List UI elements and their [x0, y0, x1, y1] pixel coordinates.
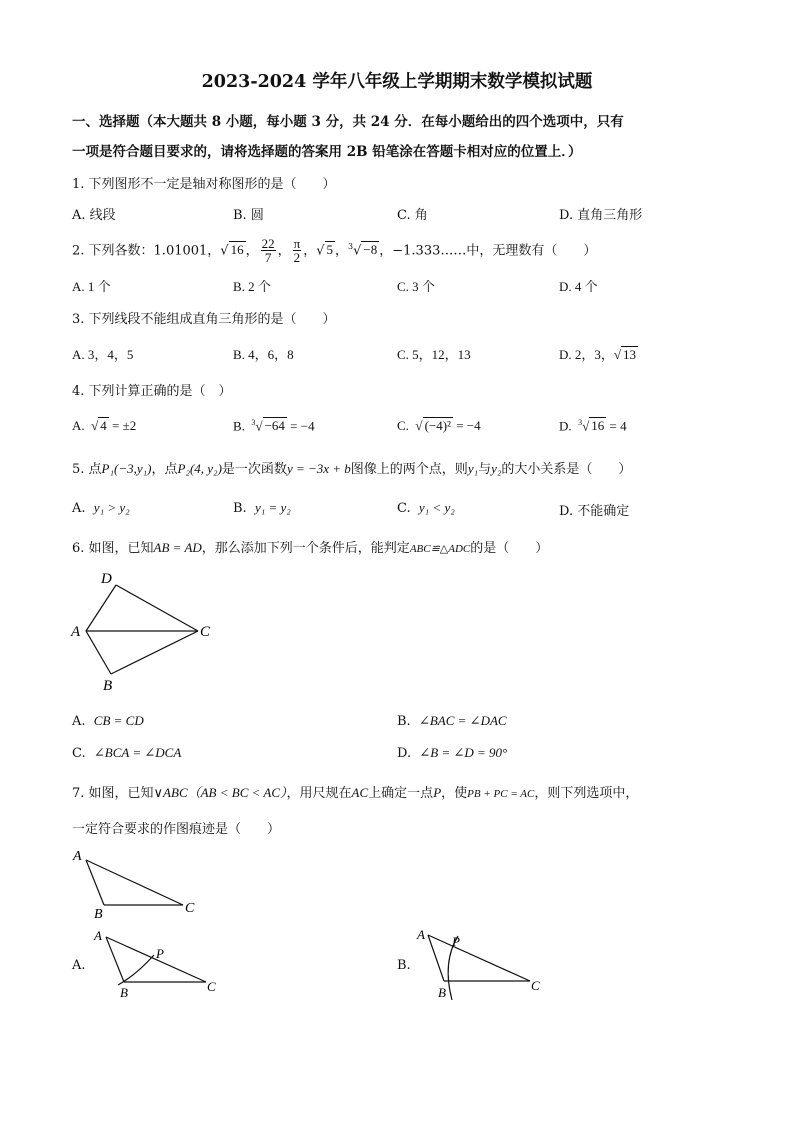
q7-expr-ac: AC [351, 785, 369, 800]
q6-option-a [72, 713, 144, 729]
q5-option-c-label: C. [397, 501, 411, 516]
q7-expr-p: P [433, 785, 442, 800]
q6-option-b-label: B. [397, 714, 411, 729]
q5-function: y = −3x + b [286, 461, 351, 476]
q1-option-b: B. 圆 [233, 208, 264, 223]
q7-option-b-figure [412, 922, 552, 1004]
q6-option-d-label: D. [397, 746, 412, 761]
q6-expr-ab-ad: AB = AD [153, 540, 202, 555]
q6-option-d-expr: ∠B = ∠D = 90° [419, 745, 508, 760]
q7b-segment-ab [428, 935, 444, 981]
q5-option-d: D. 不能确定 [559, 504, 630, 519]
q6-text-2: ，那么添加下列一个条件后，能判定 [201, 541, 410, 556]
q2-sqrt-16: 16 [230, 242, 244, 258]
q5-option-a-expr: y₁ > y₂ [93, 500, 130, 515]
q4-option-d-index: 3 [578, 418, 583, 427]
q2-option-d: D. 4 个 [559, 279, 598, 294]
q6-label-a: A [71, 624, 81, 640]
q6-option-c-label: C. [72, 746, 86, 761]
q7b-label-p: P [452, 934, 460, 949]
q6-option-a-expr: CB = CD [93, 713, 144, 728]
q4-option-c: C. √ (−4)² = −4 [397, 418, 481, 433]
q3-option-b: B. 4，6，8 [233, 347, 294, 362]
q7-stem-line1 [72, 782, 638, 801]
q5-text-3: 是一次函数 [221, 462, 287, 477]
q7b-segment-ac [428, 935, 530, 981]
q4-option-a-radicand: 4 [100, 418, 107, 433]
q4-option-a: A. √ 4 = ±2 [72, 418, 137, 433]
q6-figure-kite [66, 568, 226, 696]
q7-text-5: ，则下列选项中， [534, 786, 639, 801]
q4-option-c-rest: = −4 [452, 418, 481, 433]
q2-option-b: B. 2 个 [233, 279, 271, 294]
q2-frac2-den: 2 [293, 250, 301, 266]
q6-segment-dc [116, 585, 198, 631]
q6-option-a-label: A. [72, 714, 86, 729]
q6-stem [72, 537, 548, 556]
q5-text-5: 与 [478, 462, 492, 477]
q2-frac1-den: 7 [264, 250, 272, 266]
q2-option-c: C. 3 个 [397, 279, 435, 294]
q6-option-c [72, 745, 181, 761]
q7a-label-c: C [207, 979, 216, 994]
q2-suffix: ，−1.333……中，无理数有（ ） [379, 243, 597, 259]
q1-option-a: A. 线段 [72, 208, 116, 223]
q4-option-d: D. $^3$√ 16 = 4 [559, 418, 627, 434]
q1-option-c: C. 角 [397, 208, 428, 223]
q6-segment-ab [86, 631, 111, 674]
q2-cbrt-index: 3 [348, 242, 354, 251]
section-header-line1: 一、选择题（本大题共 8 小题，每小题 3 分，共 24 分．在每小题给出的四个选项中，只有 [72, 114, 624, 130]
q2-frac1-num: 22 [261, 235, 275, 251]
q5-point-p2: P₂(4, y₂) [177, 461, 222, 476]
q5-point-p1: P₁(−3,y₁) [101, 461, 152, 476]
q7-option-a-label: A. [72, 958, 86, 973]
q2-stem: 2. 下列各数：1.01001，√ 16 ， $\frac{22}{7}$ ， $\frac{\pi}{2}$ ，√ 5 ，$^3$√ −8 ，−1.333……中，无理数有（ ） [72, 235, 597, 266]
q4-option-a-label: A. [72, 418, 85, 433]
q7-expr-condition: PB + PC = AC [467, 788, 535, 800]
q2-sqrt-5: 5 [326, 242, 333, 258]
q7-option-b-label: B. [397, 958, 411, 973]
q3-option-d-sqrt13: 13 [623, 347, 637, 362]
q3-option-d-prefix: D. 2，3， [559, 347, 614, 362]
q2-prefix: 2. 下列各数：1.01001， [72, 243, 221, 259]
q2-cbrt-minus8: −8 [363, 242, 378, 258]
q6-text-1: 6. 如图，已知 [72, 541, 154, 556]
q5-y2: y₂ [491, 461, 502, 476]
q5-text-2: ，点 [151, 462, 178, 477]
q7-main-label-a: A [73, 849, 82, 864]
q4-option-a-rest: = ±2 [108, 418, 137, 433]
q5-option-b [233, 500, 291, 516]
q5-text-4: 图像上的两个点，则 [350, 462, 468, 477]
q7-text-1: 7. 如图，已知 [72, 786, 154, 801]
q7-option-a-figure [88, 925, 228, 1005]
q2-fraction-22-7 [261, 237, 276, 265]
q6-expr-congruent: ABC≌△ADC [409, 543, 471, 555]
q7-main-segment-ac [86, 860, 183, 905]
q2-frac2-num: π [293, 235, 301, 251]
q5-option-a-label: A. [72, 501, 86, 516]
q4-stem: 4. 下列计算正确的是（ ） [72, 384, 232, 399]
q2-option-a: A. 1 个 [72, 279, 111, 294]
q7a-label-a: A [94, 928, 102, 943]
q6-label-c: C [200, 624, 211, 640]
q3-option-d: D. 2，3，√ 13 [559, 347, 637, 362]
q6-option-c-expr: ∠BCA = ∠DCA [93, 745, 182, 760]
q5-option-c-expr: y₁ < y₂ [418, 500, 455, 515]
q4-option-c-radicand: (−4)² [424, 418, 451, 433]
section-header-line2: 一项是符合题目要求的，请将选择题的答案用 2B 铅笔涂在答题卡相对应的位置上．） [72, 144, 582, 160]
q6-label-b: B [103, 678, 113, 694]
q4-option-c-label: C. [397, 418, 409, 433]
q7b-label-a: A [417, 927, 425, 942]
q4-option-b-rest: = −4 [286, 418, 315, 434]
page-title: 2023-2024 学年八年级上学期期末数学模拟试题 [201, 72, 593, 92]
q3-option-a: A. 3，4，5 [72, 347, 134, 362]
q7a-label-p: P [156, 946, 164, 961]
q5-option-a [72, 500, 130, 516]
q2-fraction-pi-2 [293, 237, 302, 265]
q5-text-6: 的大小关系是（ ） [501, 462, 632, 477]
q7-main-label-b: B [94, 907, 103, 922]
q5-y1: y₁ [467, 461, 479, 476]
q7b-label-b: B [438, 985, 446, 1000]
q7b-label-c: C [531, 978, 540, 993]
q5-option-c [397, 500, 455, 516]
q7-text-3: 上确定一点 [368, 786, 434, 801]
q6-option-d [397, 745, 507, 761]
q6-segment-bc [111, 631, 198, 674]
q3-option-c: C. 5，12，13 [397, 347, 471, 362]
q7-expr-triangle: ∨ABC（AB < BC < AC） [153, 785, 287, 800]
q7-text-2: ，用尺规在 [286, 786, 352, 801]
q3-stem: 3. 下列线段不能组成直角三角形的是（ ） [72, 312, 336, 327]
q4-option-b-index: 3 [251, 418, 256, 427]
q7-text-4: ，使 [441, 786, 468, 801]
q7-figure-triangle [66, 842, 216, 922]
q5-option-b-expr: y₁ = y₂ [254, 500, 291, 515]
q6-option-b [397, 713, 507, 729]
q4-option-d-label: D. [559, 418, 572, 434]
q1-stem: 1. 下列图形不一定是轴对称图形的是（ ） [72, 177, 336, 192]
q6-label-d: D [101, 571, 112, 587]
q6-text-3: 的是（ ） [470, 541, 549, 556]
q4-option-b-label: B. [233, 418, 245, 434]
q6-segment-ad [86, 585, 116, 631]
q5-option-b-label: B. [233, 501, 247, 516]
q4-option-d-rest: = 4 [606, 418, 627, 434]
q5-text-1: 5. 点 [72, 462, 102, 477]
q4-option-b: B. $^3$√ −64 = −4 [233, 418, 315, 434]
q7a-label-b: B [120, 985, 128, 1000]
q7-main-label-c: C [185, 901, 195, 916]
q6-option-b-expr: ∠BAC = ∠DAC [418, 713, 507, 728]
q4-option-b-radicand: −64 [264, 418, 285, 434]
q1-option-d: D. 直角三角形 [559, 208, 643, 223]
q4-option-d-radicand: 16 [591, 418, 605, 434]
q7-stem-line2: 一定符合要求的作图痕迹是（ ） [72, 822, 281, 837]
q5-stem [72, 458, 631, 477]
